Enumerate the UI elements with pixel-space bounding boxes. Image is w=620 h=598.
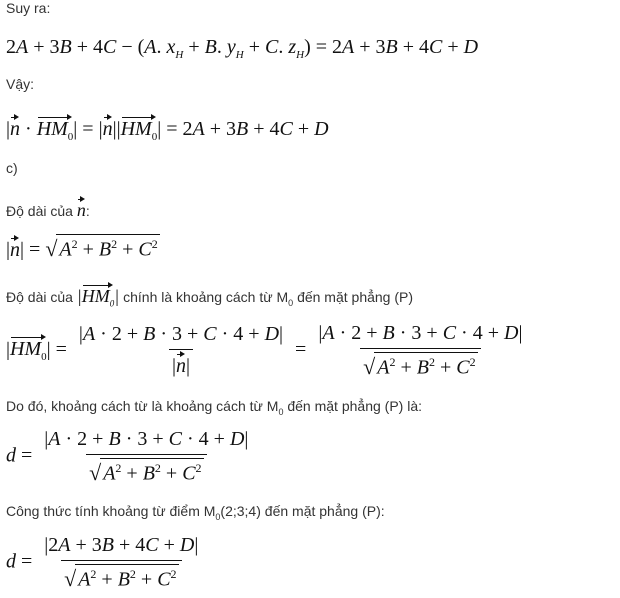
therefore-suffix: đến mặt phẳng (P) là: bbox=[287, 398, 422, 414]
text-vay: Vậy: bbox=[6, 76, 35, 92]
text-length-hm0: Độ dài của $|HM_0|$ chính là khoảng cách từ $M_0$ đến mặt phẳng (P) bbox=[6, 286, 414, 309]
formula-point: (2;3;4) bbox=[220, 503, 261, 519]
sub-zero: 0 bbox=[288, 297, 294, 308]
length-hm-prefix: Độ dài của bbox=[6, 289, 73, 305]
formula-prefix: Công thức tính khoảng từ điểm M bbox=[6, 503, 216, 519]
sub-zero: 0 bbox=[278, 406, 284, 417]
text-formula bbox=[6, 503, 385, 522]
equation-dot-product: $|n \cdot HM_0| = |n||HM_0| = 2A + 3B + 4C + D$ bbox=[6, 118, 329, 143]
equation-norm-n: |n| = √ $A^2 + B^2 + C^2$ bbox=[6, 235, 158, 261]
text-therefore bbox=[6, 398, 422, 417]
equation-distance-d: d = $\frac{|A \cdot 2 + B \cdot 3 + C \cdot 4 + D|}{√ A^2 + B^2 + C^2}$ bbox=[6, 428, 249, 485]
equation-distance-d-final: d = $\frac{|2A + 3B + 4C + D|}{√ A^2 + B^2 + C^2}$ bbox=[6, 534, 199, 591]
length-hm-suffix2: đến mặt phẳng (P) bbox=[297, 289, 414, 305]
length-hm-suffix: chính là khoảng cách từ M bbox=[123, 289, 289, 305]
formula-suffix: đến mặt phẳng (P): bbox=[264, 503, 385, 519]
sub-zero: 0 bbox=[215, 511, 221, 522]
text-part-c: c) bbox=[6, 160, 18, 176]
therefore-prefix: Do đó, khoảng cách từ là khoảng cách từ M bbox=[6, 398, 279, 414]
equation-hm0-distance: $|HM_0|$ = $\frac{|A \cdot 2 + B \cdot 3 + C \cdot 4 + D|}{|n|}$ = $\frac{|A \cdot 2 + B \cdot 3 + C \cdot 4 + D|}{√ A^2 + B^2 + C^2}$ bbox=[6, 322, 523, 379]
text-length-n: Độ dài của n: bbox=[6, 200, 90, 220]
text-suy-ra: Suy ra: bbox=[6, 0, 51, 16]
equation-expansion: 2A + 3B + 4C − (A. $x_H + B$. $y_H + C$. $z_H) = 2A + 3B + 4C + D$ bbox=[6, 36, 479, 61]
length-n-prefix: Độ dài của bbox=[6, 203, 73, 219]
